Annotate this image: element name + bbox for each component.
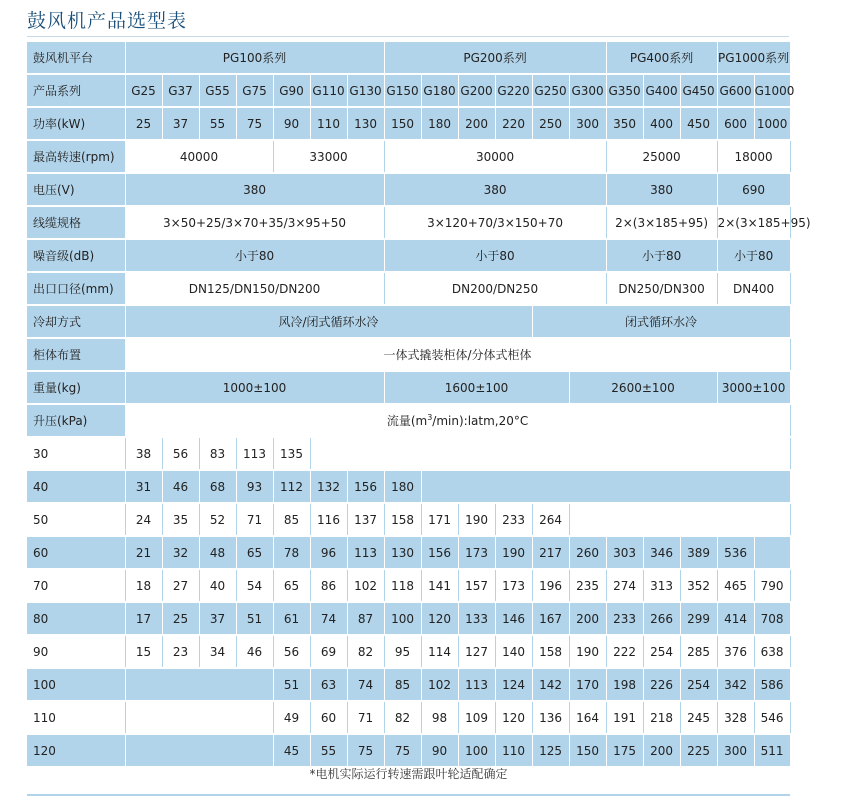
power-cell: 250 (532, 107, 569, 140)
model-cell: G450 (680, 74, 717, 107)
empty-cell (125, 701, 273, 734)
flow-cell: 170 (569, 668, 606, 701)
cooling-row (27, 305, 790, 338)
flow-cell: 158 (532, 635, 569, 668)
power-cell: 150 (384, 107, 421, 140)
flow-cell: 86 (310, 569, 347, 602)
flow-cell: 136 (532, 701, 569, 734)
flow-cell: 141 (421, 569, 458, 602)
pressure-label: 30 (27, 437, 125, 470)
empty-cell (569, 503, 790, 536)
empty-cell (125, 668, 273, 701)
flow-cell: 180 (384, 470, 421, 503)
flow-row (27, 635, 790, 668)
pressure-label: 110 (27, 701, 125, 734)
voltage-row (27, 173, 790, 206)
power-row (27, 107, 790, 140)
flow-cell: 82 (347, 635, 384, 668)
flow-cell: 222 (606, 635, 643, 668)
bottom-divider (27, 794, 790, 796)
flow-cell: 245 (680, 701, 717, 734)
power-cell: 90 (273, 107, 310, 140)
flow-cell: 342 (717, 668, 754, 701)
platform-row (27, 42, 790, 74)
flow-cell: 346 (643, 536, 680, 569)
flow-cell: 38 (125, 437, 162, 470)
flow-cell: 511 (754, 734, 790, 767)
voltage-cell: 380 (125, 173, 384, 206)
platform-group: PG1000系列 (717, 42, 790, 74)
speed-cell: 30000 (384, 140, 606, 173)
flow-cell: 254 (643, 635, 680, 668)
flow-cell: 17 (125, 602, 162, 635)
flow-cell: 32 (162, 536, 199, 569)
flow-cell: 175 (606, 734, 643, 767)
flow-cell: 23 (162, 635, 199, 668)
flow-cell: 146 (495, 602, 532, 635)
flow-cell: 586 (754, 668, 790, 701)
flow-cell: 299 (680, 602, 717, 635)
flow-cell: 40 (199, 569, 236, 602)
flow-cell: 164 (569, 701, 606, 734)
flow-cell: 114 (421, 635, 458, 668)
flow-cell: 56 (273, 635, 310, 668)
cooling-cell: 闭式循环水冷 (532, 305, 790, 338)
flow-cell: 65 (236, 536, 273, 569)
flow-cell: 708 (754, 602, 790, 635)
footnote: *电机实际运行转速需跟叶轮适配确定 (309, 767, 508, 781)
model-cell: G90 (273, 74, 310, 107)
pressure-label: 60 (27, 536, 125, 569)
flow-cell: 48 (199, 536, 236, 569)
flow-cell: 100 (458, 734, 495, 767)
flow-cell: 25 (162, 602, 199, 635)
empty-cell (754, 536, 790, 569)
pressure-label: 100 (27, 668, 125, 701)
noise-cell: 小于80 (606, 239, 717, 272)
flow-cell: 113 (236, 437, 273, 470)
speed-cell: 33000 (273, 140, 384, 173)
flow-cell: 225 (680, 734, 717, 767)
flow-cell: 96 (310, 536, 347, 569)
flow-unit-suffix: /min):latm,20°C (432, 414, 529, 428)
flow-cell: 217 (532, 536, 569, 569)
speed-cell: 25000 (606, 140, 717, 173)
flow-cell: 34 (199, 635, 236, 668)
pressure-label: 50 (27, 503, 125, 536)
speed-row (27, 140, 790, 173)
flow-cell: 74 (310, 602, 347, 635)
flow-cell: 54 (236, 569, 273, 602)
flow-cell: 536 (717, 536, 754, 569)
model-cell: G150 (384, 74, 421, 107)
power-cell: 400 (643, 107, 680, 140)
model-cell: G400 (643, 74, 680, 107)
flow-cell: 133 (458, 602, 495, 635)
outlet-cell: DN250/DN300 (606, 272, 717, 305)
cable-row (27, 206, 790, 239)
flow-cell: 140 (495, 635, 532, 668)
flow-cell: 52 (199, 503, 236, 536)
power-cell: 450 (680, 107, 717, 140)
flow-cell: 638 (754, 635, 790, 668)
flow-cell: 790 (754, 569, 790, 602)
flow-cell: 158 (384, 503, 421, 536)
flow-cell: 71 (236, 503, 273, 536)
flow-cell: 78 (273, 536, 310, 569)
flow-cell: 31 (125, 470, 162, 503)
flow-cell: 90 (421, 734, 458, 767)
flow-cell: 71 (347, 701, 384, 734)
empty-cell (125, 734, 273, 767)
flow-cell: 254 (680, 668, 717, 701)
row-label: 鼓风机平台 (27, 42, 125, 74)
flow-cell: 49 (273, 701, 310, 734)
pressure-label: 70 (27, 569, 125, 602)
cable-cell: 2×(3×185+95) (606, 206, 717, 239)
flow-cell: 157 (458, 569, 495, 602)
cable-cell: 3×50+25/3×70+35/3×95+50 (125, 206, 384, 239)
pressure-label: 120 (27, 734, 125, 767)
model-cell: G1000 (754, 74, 790, 107)
flow-cell: 414 (717, 602, 754, 635)
pressure-label: 40 (27, 470, 125, 503)
flow-cell: 60 (310, 701, 347, 734)
model-cell: G300 (569, 74, 606, 107)
flow-cell: 46 (162, 470, 199, 503)
model-cell: G600 (717, 74, 754, 107)
noise-cell: 小于80 (717, 239, 790, 272)
flow-cell: 226 (643, 668, 680, 701)
weight-row (27, 371, 790, 404)
voltage-cell: 380 (384, 173, 606, 206)
weight-cell: 2600±100 (569, 371, 717, 404)
flow-cell: 167 (532, 602, 569, 635)
pressure-label: 80 (27, 602, 125, 635)
flow-cell: 173 (458, 536, 495, 569)
flow-cell: 137 (347, 503, 384, 536)
flow-cell: 235 (569, 569, 606, 602)
flow-cell: 313 (643, 569, 680, 602)
row-label: 噪音级(dB) (27, 239, 125, 272)
flow-cell: 274 (606, 569, 643, 602)
flow-cell: 191 (606, 701, 643, 734)
voltage-cell: 690 (717, 173, 790, 206)
empty-cell (421, 470, 790, 503)
empty-cell (310, 437, 790, 470)
flow-cell: 75 (384, 734, 421, 767)
cooling-cell: 风冷/闭式循环水冷 (125, 305, 532, 338)
flow-cell: 24 (125, 503, 162, 536)
row-label: 最高转速(rpm) (27, 140, 125, 173)
flow-cell: 93 (236, 470, 273, 503)
model-cell: G250 (532, 74, 569, 107)
row-label: 产品系列 (27, 74, 125, 107)
flow-cell: 120 (495, 701, 532, 734)
power-cell: 200 (458, 107, 495, 140)
power-cell: 1000 (754, 107, 790, 140)
flow-cell: 218 (643, 701, 680, 734)
flow-row (27, 701, 790, 734)
model-cell: G75 (236, 74, 273, 107)
noise-cell: 小于80 (384, 239, 606, 272)
flow-cell: 118 (384, 569, 421, 602)
flow-cell: 55 (310, 734, 347, 767)
flow-cell: 233 (606, 602, 643, 635)
flow-cell: 130 (384, 536, 421, 569)
flow-cell: 110 (495, 734, 532, 767)
flow-cell: 196 (532, 569, 569, 602)
flow-cell: 135 (273, 437, 310, 470)
flow-cell: 75 (347, 734, 384, 767)
flow-cell: 150 (569, 734, 606, 767)
outlet-cell: DN125/DN150/DN200 (125, 272, 384, 305)
flow-cell: 68 (199, 470, 236, 503)
power-cell: 130 (347, 107, 384, 140)
pressure-header-row (27, 404, 790, 437)
flow-cell: 74 (347, 668, 384, 701)
flow-cell: 156 (421, 536, 458, 569)
speed-cell: 40000 (125, 140, 273, 173)
product-selection-table (27, 42, 811, 768)
flow-cell: 61 (273, 602, 310, 635)
voltage-cell: 380 (606, 173, 717, 206)
flow-cell: 127 (458, 635, 495, 668)
flow-cell: 171 (421, 503, 458, 536)
speed-cell: 18000 (717, 140, 790, 173)
flow-cell: 233 (495, 503, 532, 536)
model-cell: G130 (347, 74, 384, 107)
flow-cell: 124 (495, 668, 532, 701)
model-cell: G110 (310, 74, 347, 107)
flow-cell: 102 (347, 569, 384, 602)
flow-row (27, 602, 790, 635)
flow-cell: 35 (162, 503, 199, 536)
flow-cell: 116 (310, 503, 347, 536)
flow-cell: 200 (569, 602, 606, 635)
flow-cell: 69 (310, 635, 347, 668)
power-cell: 600 (717, 107, 754, 140)
power-cell: 300 (569, 107, 606, 140)
cable-cell: 2×(3×185+95) (717, 206, 790, 239)
flow-cell: 173 (495, 569, 532, 602)
flow-cell: 190 (569, 635, 606, 668)
power-cell: 37 (162, 107, 199, 140)
flow-cell: 352 (680, 569, 717, 602)
row-label: 线缆规格 (27, 206, 125, 239)
flow-cell: 190 (495, 536, 532, 569)
flow-cell: 45 (273, 734, 310, 767)
model-cell: G55 (199, 74, 236, 107)
platform-group: PG400系列 (606, 42, 717, 74)
flow-cell: 198 (606, 668, 643, 701)
flow-cell: 65 (273, 569, 310, 602)
flow-cell: 376 (717, 635, 754, 668)
row-label: 柜体布置 (27, 338, 125, 371)
platform-group: PG100系列 (125, 42, 384, 74)
model-cell: G25 (125, 74, 162, 107)
flow-cell: 125 (532, 734, 569, 767)
row-label: 出口口径(mm) (27, 272, 125, 305)
series-row (27, 74, 790, 107)
model-cell: G350 (606, 74, 643, 107)
pressure-label: 90 (27, 635, 125, 668)
outlet-cell: DN200/DN250 (384, 272, 606, 305)
model-cell: G37 (162, 74, 199, 107)
flow-cell: 15 (125, 635, 162, 668)
flow-row (27, 569, 790, 602)
flow-cell: 300 (717, 734, 754, 767)
flow-row (27, 437, 790, 470)
flow-cell: 112 (273, 470, 310, 503)
flow-cell: 389 (680, 536, 717, 569)
weight-cell: 3000±100 (717, 371, 790, 404)
power-cell: 350 (606, 107, 643, 140)
power-cell: 25 (125, 107, 162, 140)
noise-cell: 小于80 (125, 239, 384, 272)
flow-cell: 264 (532, 503, 569, 536)
flow-cell: 546 (754, 701, 790, 734)
flow-cell: 18 (125, 569, 162, 602)
row-label: 升压(kPa) (27, 404, 125, 437)
flow-cell: 156 (347, 470, 384, 503)
power-cell: 180 (421, 107, 458, 140)
flow-cell: 83 (199, 437, 236, 470)
page-title: 鼓风机产品选型表 (27, 10, 188, 32)
flow-cell: 82 (384, 701, 421, 734)
row-label: 电压(V) (27, 173, 125, 206)
flow-cell: 328 (717, 701, 754, 734)
flow-cell: 113 (458, 668, 495, 701)
flow-row (27, 668, 790, 701)
flow-cell: 200 (643, 734, 680, 767)
flow-cell: 63 (310, 668, 347, 701)
cabinet-row (27, 338, 790, 371)
power-cell: 220 (495, 107, 532, 140)
model-cell: G220 (495, 74, 532, 107)
flow-cell: 37 (199, 602, 236, 635)
title-divider (27, 36, 789, 37)
flow-row (27, 503, 790, 536)
flow-unit-prefix: 流量(m (386, 414, 428, 428)
model-cell: G200 (458, 74, 495, 107)
flow-cell: 260 (569, 536, 606, 569)
cabinet-cell: 一体式撬装柜体/分体式柜体 (125, 338, 790, 371)
flow-row (27, 734, 790, 767)
power-cell: 110 (310, 107, 347, 140)
flow-cell: 85 (273, 503, 310, 536)
weight-cell: 1000±100 (125, 371, 384, 404)
flow-cell: 120 (421, 602, 458, 635)
flow-unit-exponent: 3 (427, 413, 433, 422)
flow-cell: 98 (421, 701, 458, 734)
row-label: 重量(kg) (27, 371, 125, 404)
flow-cell: 27 (162, 569, 199, 602)
flow-cell: 190 (458, 503, 495, 536)
weight-cell: 1600±100 (384, 371, 569, 404)
row-label: 冷却方式 (27, 305, 125, 338)
power-cell: 55 (199, 107, 236, 140)
flow-cell: 266 (643, 602, 680, 635)
model-cell: G180 (421, 74, 458, 107)
flow-cell: 132 (310, 470, 347, 503)
flow-cell: 46 (236, 635, 273, 668)
flow-cell: 303 (606, 536, 643, 569)
flow-row (27, 536, 790, 569)
flow-cell: 87 (347, 602, 384, 635)
outlet-cell: DN400 (717, 272, 790, 305)
cable-cell: 3×120+70/3×150+70 (384, 206, 606, 239)
flow-cell: 109 (458, 701, 495, 734)
power-cell: 75 (236, 107, 273, 140)
flow-cell: 95 (384, 635, 421, 668)
flow-cell: 100 (384, 602, 421, 635)
noise-row (27, 239, 790, 272)
flow-cell: 285 (680, 635, 717, 668)
flow-cell: 113 (347, 536, 384, 569)
flow-cell: 465 (717, 569, 754, 602)
flow-cell: 51 (236, 602, 273, 635)
flow-header (125, 404, 790, 437)
flow-row (27, 470, 790, 503)
flow-cell: 21 (125, 536, 162, 569)
outlet-row (27, 272, 790, 305)
flow-cell: 56 (162, 437, 199, 470)
platform-group: PG200系列 (384, 42, 606, 74)
flow-cell: 51 (273, 668, 310, 701)
row-label: 功率(kW) (27, 107, 125, 140)
flow-cell: 102 (421, 668, 458, 701)
flow-cell: 85 (384, 668, 421, 701)
flow-cell: 142 (532, 668, 569, 701)
